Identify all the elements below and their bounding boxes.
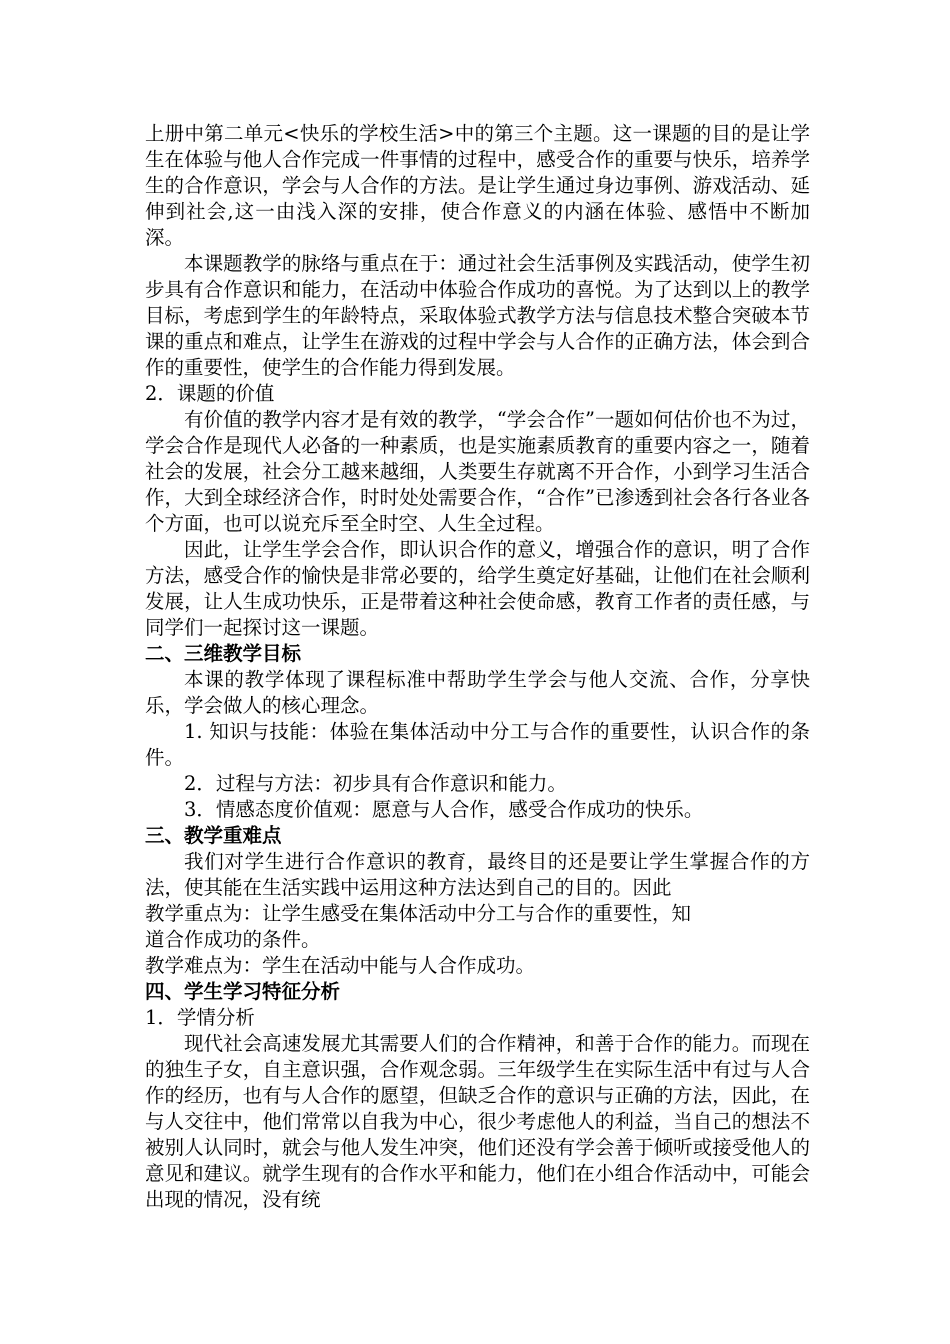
- subheading-learning-situation: 1．学情分析: [145, 1006, 255, 1029]
- paragraph-key-points-intro: 我们对学生进行合作意识的教育，最终目的还是要让学生掌握合作的方法，使其能在生活实践中运用这种方法达到自己的目的。因此: [145, 850, 810, 899]
- paragraph-learning-situation: 现代社会高速发展尤其需要人们的合作精神，和善于合作的能力。而现在的独生子女，自主意识强，合作观念弱。三年级学生在实际生活中有过与人合作的经历，也有与人合作的愿望，但缺乏合作的意识与正确的方法，因此，在与人交往中，他们常常以自我为中心，很少考虑他人的利益，当自己的想法不被别人认同时，就会与他人发生冲突，他们还没有学会善于倾听或接受他人的意见和建议。就学生现有的合作水平和能力，他们在小组合作活动中，可能会出现的情况，没有统: [145, 1032, 810, 1211]
- paragraph-value-2: 因此，让学生学会合作，即认识合作的意义，增强合作的意识，明了合作方法，感受合作的愉快是非常必要的，给学生奠定好基础，让他们在社会顺利发展，让人生成功快乐，正是带着这种社会使命感，教育工作者的责任感，与同学们一起探讨这一课题。: [145, 538, 810, 639]
- paragraph-difficult-point: 教学难点为：学生在活动中能与人合作成功。: [145, 954, 536, 977]
- paragraph-objectives-intro: 本课的教学体现了课程标准中帮助学生学会与他人交流、合作，分享快乐，学会做人的核心理念。: [145, 668, 810, 717]
- paragraph-value-1: 有价值的教学内容才是有效的教学，“学会合作”一题如何估价也不为过，学会合作是现代人必备的一种素质，也是实施素质教育的重要内容之一，随着社会的发展，社会分工越来越细，人类要生存就离不开合作，小到学习生活合作，大到全球经济合作，时时处处需要合作，“合作”已渗透到社会各行各业各个方面，也可以说充斥至全时空、人生全过程。: [145, 408, 810, 535]
- list-item-emotion-attitude: 3．情感态度价值观：愿意与人合作，感受合作成功的快乐。: [184, 798, 704, 821]
- paragraph-teaching-focus: 本课题教学的脉络与重点在于：通过社会生活事例及实践活动，使学生初步具有合作意识和能力，在活动中体验合作成功的喜悦。为了达到以上的教学目标，考虑到学生的年龄特点，采取体验式教学方法与信息技术整合突破本节课的重点和难点，让学生在游戏的过程中学会与人合作的正确方法，体会到合作的重要性，使学生的合作能力得到发展。: [145, 252, 810, 379]
- heading-teaching-objectives: 二、三维教学目标: [145, 642, 302, 665]
- list-item-knowledge-skills: 1. 知识与技能：体验在集体活动中分工与合作的重要性，认识合作的条件。: [145, 720, 810, 769]
- paragraph-topic-intro: 上册中第二单元<快乐的学校生活>中的第三个主题。这一课题的目的是让学生在体验与他人合作完成一件事情的过程中，感受合作的重要与快乐，培养学生的合作意识，学会与人合作的方法。是让学生通过身边事例、游戏活动、延伸到社会,这一由浅入深的安排，使合作意义的内涵在体验、感悟中不断加深。: [145, 122, 810, 249]
- paragraph-key-point-continued: 道合作成功的条件。: [145, 928, 321, 951]
- document-body: [145, 121, 810, 1213]
- heading-key-difficult-points: 三、教学重难点: [145, 824, 282, 847]
- subheading-topic-value: 2．课题的价值: [145, 382, 275, 405]
- list-item-process-method: 2．过程与方法：初步具有合作意识和能力。: [184, 772, 567, 795]
- heading-student-analysis: 四、学生学习特征分析: [145, 980, 341, 1003]
- paragraph-key-point: 教学重点为：让学生感受在集体活动中分工与合作的重要性，知: [145, 902, 692, 925]
